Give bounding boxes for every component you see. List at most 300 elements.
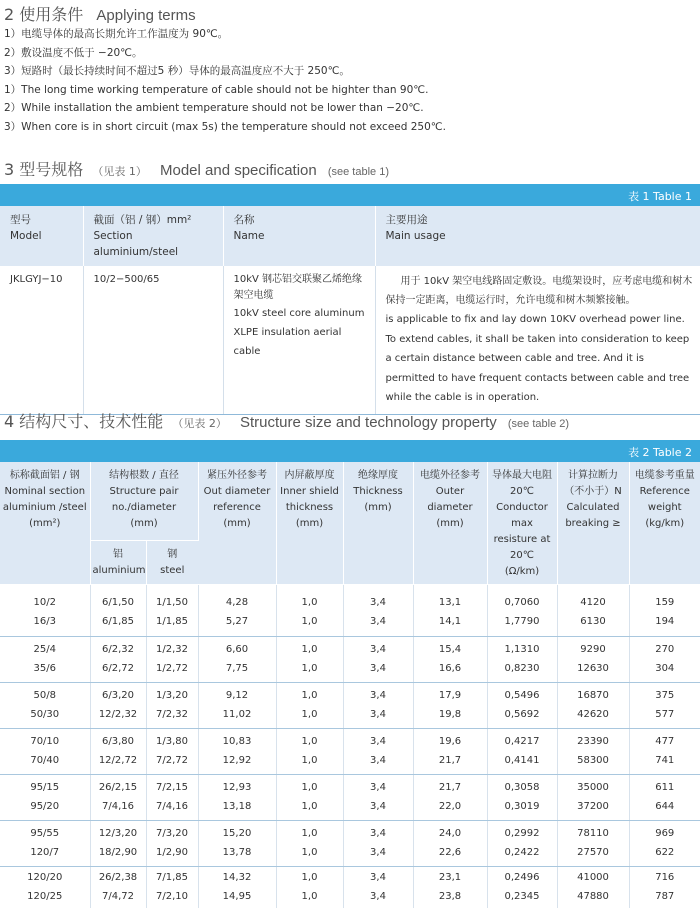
header-en: Thickness <box>353 486 403 497</box>
cell-value: 23,8 <box>438 891 462 903</box>
cell-value: 3,4 <box>370 801 386 812</box>
cell-value: 1/2,72 <box>156 663 188 674</box>
section-4-note-en: (see table 2) <box>507 418 570 430</box>
section-2-title <box>4 2 196 25</box>
section-4-title-cn: 结构尺寸、技术性能 <box>19 412 164 431</box>
cell-value: 270 <box>655 644 675 655</box>
cell-value: 3,4 <box>370 644 386 655</box>
cell-nominal-section <box>0 682 90 728</box>
cell-breaking-force <box>557 584 629 636</box>
cell-value: 120/25 <box>27 891 63 903</box>
cell-value: 6/2,72 <box>102 663 134 674</box>
cell-value: 3,4 <box>370 709 386 720</box>
table-row <box>0 820 700 866</box>
cell-value: 14,32 <box>222 872 252 884</box>
cell-weight <box>629 584 700 636</box>
header-cn: 导体最大电阻 20℃ <box>492 470 552 497</box>
cell-value: 1,0 <box>301 597 318 608</box>
cell-usage <box>375 266 700 414</box>
cell-nominal-section <box>0 584 90 636</box>
cell-value: 577 <box>655 709 675 720</box>
cell-value: 0,4141 <box>504 755 540 766</box>
table-2-label: 表 2 Table 2 <box>628 446 692 459</box>
cell-value: 58300 <box>577 755 609 766</box>
cell-value: 0,2345 <box>504 891 540 903</box>
cell-value: 4,28 <box>225 597 249 608</box>
cell-value: 0,5692 <box>504 709 540 720</box>
header-cn: 结构根数 / 直径 <box>109 470 179 481</box>
cell-value: 11,02 <box>222 709 252 720</box>
cell-cable-outer-diameter <box>413 584 487 636</box>
table-1-caption-band <box>0 184 700 206</box>
cell-value: 95/55 <box>30 828 60 839</box>
header-cn: 标称截面铝 / 钢 <box>9 470 80 481</box>
cell-nominal-section <box>0 866 90 908</box>
cell-value: 1/1,85 <box>156 616 188 627</box>
cell-value: 4120 <box>580 597 606 608</box>
cell-value: 1,0 <box>301 663 318 674</box>
section-3-note-en: (see table 1) <box>327 166 389 178</box>
table-1-label: 表 1 Table 1 <box>628 190 692 203</box>
cell-value: 7/4,16 <box>156 801 188 812</box>
cell-value: 194 <box>655 616 675 627</box>
cell-value: 42620 <box>577 709 609 720</box>
cell-value: 6,60 <box>225 644 249 655</box>
cell-breaking-force <box>557 820 629 866</box>
cell-section: 10/2−500/65 <box>83 266 223 414</box>
cell-value: 17,9 <box>438 690 462 701</box>
cell-weight <box>629 728 700 774</box>
cell-resistance <box>487 774 557 820</box>
cell-value: 6/1,85 <box>102 616 134 627</box>
cell-value: 12630 <box>577 663 609 674</box>
term-item: 2）敷设温度不低于 −20℃。 <box>4 46 143 59</box>
cell-value: 1,0 <box>301 755 318 766</box>
cell-value: 24,0 <box>438 828 462 839</box>
cell-value: 3,4 <box>370 597 386 608</box>
cell-value: 1/3,20 <box>156 690 188 701</box>
cell-value: 7/2,10 <box>156 891 188 903</box>
cell-outer-diameter-ref <box>198 682 276 728</box>
cell-value: 95/15 <box>30 782 60 793</box>
header-main-usage <box>375 206 700 266</box>
header-cn: 截面（铝 / 钢）mm² <box>93 214 192 226</box>
cell-value: 120/20 <box>27 872 63 884</box>
header-model <box>0 206 83 266</box>
header-breaking-force <box>557 462 629 584</box>
cell-value: 22,0 <box>438 801 462 812</box>
header-cn: 铝 <box>113 549 123 560</box>
cell-value: 304 <box>655 663 675 674</box>
cell-cable-outer-diameter <box>413 820 487 866</box>
cell-resistance <box>487 728 557 774</box>
section-4-title-en: Structure size and technology property <box>239 414 497 431</box>
header-cn: 钢 <box>167 549 178 560</box>
header-en: Model <box>10 230 42 242</box>
table-1-header-row <box>0 206 700 266</box>
cell-aluminium <box>90 682 146 728</box>
section-3-number: 3 <box>4 160 15 179</box>
section-4-title <box>4 409 569 432</box>
section-4-number: 4 <box>4 412 15 431</box>
cell-cable-outer-diameter <box>413 682 487 728</box>
cell-value: 16/3 <box>33 616 56 627</box>
cell-inner-shield <box>276 820 343 866</box>
cell-value: 70/10 <box>30 736 60 747</box>
header-unit: (mm) <box>436 518 464 529</box>
header-section <box>83 206 223 266</box>
cell-value: 0,4217 <box>504 736 540 747</box>
cell-value: 0,7060 <box>504 597 540 608</box>
table-row <box>0 584 700 636</box>
model-specification-table <box>0 206 700 415</box>
cell-value: 622 <box>655 847 675 858</box>
cell-value: 159 <box>655 597 675 608</box>
header-en: Reference weight <box>639 486 690 513</box>
cell-value: 13,78 <box>222 847 252 858</box>
cell-value: 1,0 <box>301 690 318 701</box>
cell-value: 7/2,15 <box>156 782 188 793</box>
cell-value: 25/4 <box>33 644 56 655</box>
cell-resistance <box>487 584 557 636</box>
cell-outer-diameter-ref <box>198 820 276 866</box>
cell-value: 12,93 <box>222 782 252 793</box>
cell-value: 12/2,32 <box>98 709 138 720</box>
cell-model: JKLGYJ−10 <box>0 266 83 414</box>
cell-inner-shield <box>276 728 343 774</box>
cell-insulation <box>343 682 413 728</box>
header-reference-weight <box>629 462 700 584</box>
cell-steel <box>146 584 198 636</box>
term-item: 3）短路时（最长持续时间不超过5 秒）导体的最高温度应不大于 250℃。 <box>4 65 350 77</box>
cell-value: 1,1310 <box>504 644 540 655</box>
cell-value: 1,0 <box>301 828 318 839</box>
cell-value: 50/8 <box>33 690 56 701</box>
structure-property-table <box>0 462 700 908</box>
cell-value: 6/3,20 <box>102 690 134 701</box>
cell-name <box>223 266 375 414</box>
cell-value: 1,0 <box>301 616 318 627</box>
cell-outer-diameter-ref <box>198 774 276 820</box>
cell-value: 1/2,32 <box>156 644 188 655</box>
cell-inner-shield <box>276 774 343 820</box>
cell-value: 120/7 <box>30 847 60 858</box>
cell-nominal-section <box>0 728 90 774</box>
header-cn: 绝缘厚度 <box>358 470 398 481</box>
cell-value: 10/2 <box>33 597 56 608</box>
header-unit: (mm) <box>223 518 251 529</box>
cell-value: 1,7790 <box>504 616 540 627</box>
cell-value: 35000 <box>577 782 609 793</box>
section-3-title-en: Model and specification <box>159 162 317 179</box>
cell-aluminium <box>90 866 146 908</box>
cell-value: 1/3,80 <box>156 736 188 747</box>
header-cn: 电缆参考重量 <box>634 470 695 481</box>
cell-value: 35/6 <box>33 663 56 674</box>
cell-value: 1,0 <box>301 847 318 858</box>
cell-steel <box>146 866 198 908</box>
cell-value: 21,7 <box>438 755 462 766</box>
cell-value: 741 <box>655 755 675 766</box>
table-2-body <box>0 584 700 908</box>
cell-value: 22,6 <box>438 847 462 858</box>
cell-value: 1/1,50 <box>156 597 188 608</box>
cell-value: 14,95 <box>222 891 252 903</box>
cell-value: 6/1,50 <box>102 597 134 608</box>
cell-value: 7,75 <box>225 663 249 674</box>
section-2-number: 2 <box>4 5 15 24</box>
table-row <box>0 682 700 728</box>
cell-value: 3,4 <box>370 782 386 793</box>
cell-breaking-force <box>557 866 629 908</box>
table-2-header-row <box>0 462 700 540</box>
header-cn: 紧压外径参考 <box>207 470 267 481</box>
header-unit: (mm) <box>364 502 392 513</box>
cell-inner-shield <box>276 682 343 728</box>
table-row <box>0 728 700 774</box>
cell-value: 3,4 <box>370 872 386 884</box>
name-en: 10kV steel core aluminum XLPE insulation aerial cable <box>233 308 365 357</box>
cell-value: 0,2496 <box>504 872 540 884</box>
cell-value: 6/2,32 <box>102 644 134 655</box>
cell-value: 0,5496 <box>504 690 540 701</box>
cell-outer-diameter-ref <box>198 728 276 774</box>
cell-value: 3,4 <box>370 828 386 839</box>
cell-value: 1,0 <box>301 891 318 903</box>
cell-value: 7/3,20 <box>156 828 188 839</box>
cell-value: 7/2,72 <box>156 755 188 766</box>
term-item: 1）电缆导体的最高长期允许工作温度为 90℃。 <box>4 28 229 40</box>
section-3-note-cn: （见表 1） <box>92 165 147 178</box>
cell-aluminium <box>90 584 146 636</box>
cell-value: 7/1,85 <box>156 872 188 884</box>
cell-steel <box>146 820 198 866</box>
cell-value: 78110 <box>577 828 609 839</box>
cell-steel <box>146 636 198 682</box>
header-cn: 内屏蔽厚度 <box>284 470 335 481</box>
cell-value: 16870 <box>577 690 609 701</box>
cell-value: 95/20 <box>30 801 60 812</box>
cell-steel <box>146 774 198 820</box>
cell-value: 15,20 <box>222 828 252 839</box>
cell-value: 16,6 <box>438 663 462 674</box>
cell-value: 0,2992 <box>504 828 540 839</box>
term-item: 1）The long time working temperature of cable should not be highter than 90℃. <box>4 83 429 96</box>
term-item: 2）While installation the ambient temperature should not be lower than −20℃. <box>4 102 424 114</box>
header-cn: 型号 <box>10 214 31 226</box>
cell-cable-outer-diameter <box>413 728 487 774</box>
cell-value: 0,3058 <box>504 782 540 793</box>
cell-value: 3,4 <box>370 663 386 674</box>
header-outer-diameter-ref <box>198 462 276 584</box>
cell-value: 1,0 <box>301 644 318 655</box>
usage-en: is applicable to fix and lay down 10KV overhead power line. To extend cables, it shall be taken into consideration to keep a certain distance between cable and tree. And it is permitted to have frequent contacts between cable and tree while the cable is in operation. <box>385 314 690 403</box>
header-en: Main usage <box>385 230 446 242</box>
cell-resistance <box>487 820 557 866</box>
cell-value: 969 <box>655 828 675 839</box>
cell-nominal-section <box>0 774 90 820</box>
cell-resistance <box>487 866 557 908</box>
cell-value: 3,4 <box>370 891 386 903</box>
cell-value: 611 <box>655 782 675 793</box>
cell-value: 9,12 <box>225 690 249 701</box>
cell-value: 1,0 <box>301 736 318 747</box>
cell-value: 1,0 <box>301 782 318 793</box>
header-cable-outer-diameter <box>413 462 487 584</box>
cell-value: 12/2,72 <box>98 755 138 766</box>
header-structure <box>90 462 198 540</box>
table-row <box>0 866 700 908</box>
cell-cable-outer-diameter <box>413 636 487 682</box>
cell-insulation <box>343 866 413 908</box>
cell-inner-shield <box>276 636 343 682</box>
cell-weight <box>629 866 700 908</box>
header-unit: (kg/km) <box>645 518 685 529</box>
cell-value: 13,1 <box>438 597 462 608</box>
header-nominal-section <box>0 462 90 584</box>
applying-terms-list <box>4 25 694 136</box>
cell-value: 19,8 <box>438 709 462 720</box>
header-cn: 计算拉断力 （不小于）N <box>564 470 622 497</box>
cell-value: 3,4 <box>370 755 386 766</box>
header-steel <box>146 540 198 584</box>
cell-breaking-force <box>557 728 629 774</box>
header-en: Name <box>233 230 265 242</box>
cell-breaking-force <box>557 774 629 820</box>
cell-cable-outer-diameter <box>413 774 487 820</box>
header-en: steel <box>160 565 185 576</box>
cell-value: 375 <box>655 690 675 701</box>
table-2-caption-band <box>0 440 700 462</box>
cell-weight <box>629 682 700 728</box>
cell-value: 23,1 <box>438 872 462 884</box>
cell-value: 716 <box>655 872 675 884</box>
cell-value: 6/3,80 <box>102 736 134 747</box>
cell-cable-outer-diameter <box>413 866 487 908</box>
cell-value: 18/2,90 <box>98 847 138 858</box>
section-4-note-cn: （见表 2） <box>172 417 227 430</box>
cell-value: 12,92 <box>222 755 252 766</box>
cell-value: 9290 <box>580 644 606 655</box>
header-en: Inner shield thickness <box>280 486 339 513</box>
cell-value: 6130 <box>580 616 606 627</box>
term-item: 3）When core is in short circuit (max 5s) the temperature should not exceed 250℃. <box>4 120 446 133</box>
cell-value: 47880 <box>577 891 609 903</box>
cell-outer-diameter-ref <box>198 584 276 636</box>
header-unit: (mm²) <box>29 518 61 529</box>
cell-steel <box>146 682 198 728</box>
cell-insulation <box>343 584 413 636</box>
cell-value: 7/4,16 <box>102 801 134 812</box>
section-2-title-en: Applying terms <box>96 7 196 24</box>
cell-value: 1,0 <box>301 801 318 812</box>
cell-value: 3,4 <box>370 690 386 701</box>
cell-outer-diameter-ref <box>198 866 276 908</box>
section-3-title-cn: 型号规格 <box>19 160 84 179</box>
cell-insulation <box>343 728 413 774</box>
cell-value: 14,1 <box>438 616 462 627</box>
cell-insulation <box>343 820 413 866</box>
header-name <box>223 206 375 266</box>
cell-value: 7/2,32 <box>156 709 188 720</box>
header-en: Out diameter reference <box>203 486 271 513</box>
cell-value: 37200 <box>577 801 609 812</box>
cell-value: 0,2422 <box>504 847 540 858</box>
header-en: Structure pair no./diameter <box>109 486 179 513</box>
cell-inner-shield <box>276 584 343 636</box>
cell-value: 19,6 <box>438 736 462 747</box>
cell-inner-shield <box>276 866 343 908</box>
cell-value: 27570 <box>577 847 609 858</box>
header-cn: 名称 <box>233 214 255 226</box>
cell-value: 0,3019 <box>504 801 540 812</box>
cell-value: 3,4 <box>370 616 386 627</box>
header-en: Conductor max resisture at 20℃ <box>493 502 551 561</box>
cell-value: 41000 <box>577 872 609 884</box>
cell-value: 644 <box>655 801 675 812</box>
header-conductor-resistance <box>487 462 557 584</box>
cell-weight <box>629 774 700 820</box>
cell-value: 0,8230 <box>504 663 540 674</box>
cell-value: 23390 <box>577 736 609 747</box>
cell-weight <box>629 636 700 682</box>
cell-value: 7/4,72 <box>102 891 134 903</box>
section-2-title-cn: 使用条件 <box>19 5 84 24</box>
header-insulation-thickness <box>343 462 413 584</box>
cell-value: 3,4 <box>370 736 386 747</box>
cell-value: 12/3,20 <box>98 828 138 839</box>
name-cn: 10kV 钢芯铝交联聚乙烯绝缘架空电缆 <box>233 274 363 301</box>
header-en: Outer diameter <box>427 486 473 513</box>
header-en: Section aluminium/steel <box>93 230 179 258</box>
cell-aluminium <box>90 774 146 820</box>
table-row <box>0 636 700 682</box>
header-unit: (Ω/km) <box>504 566 540 577</box>
header-inner-shield <box>276 462 343 584</box>
cell-value: 15,4 <box>438 644 462 655</box>
cell-value: 26/2,38 <box>98 872 138 884</box>
header-unit: (mm) <box>130 518 158 529</box>
cell-steel <box>146 728 198 774</box>
cell-resistance <box>487 636 557 682</box>
cell-value: 5,27 <box>225 616 249 627</box>
cell-breaking-force <box>557 682 629 728</box>
header-aluminium <box>90 540 146 584</box>
cell-insulation <box>343 636 413 682</box>
section-3-title <box>4 157 389 180</box>
cell-outer-diameter-ref <box>198 636 276 682</box>
cell-value: 70/40 <box>30 755 60 766</box>
cell-value: 3,4 <box>370 847 386 858</box>
cell-value: 1,0 <box>301 709 318 720</box>
cell-insulation <box>343 774 413 820</box>
cell-resistance <box>487 682 557 728</box>
cell-value: 21,7 <box>438 782 462 793</box>
header-en: aluminium <box>92 565 146 576</box>
table-row <box>0 774 700 820</box>
header-cn: 主要用途 <box>385 214 428 226</box>
cell-aluminium <box>90 820 146 866</box>
table-row <box>0 266 700 414</box>
header-cn: 电缆外径参考 <box>420 470 480 481</box>
cell-value: 50/30 <box>30 709 60 720</box>
cell-nominal-section <box>0 636 90 682</box>
cell-breaking-force <box>557 636 629 682</box>
cell-aluminium <box>90 636 146 682</box>
cell-value: 26/2,15 <box>98 782 138 793</box>
usage-cn: 用于 10kV 架空电线路固定敷设。电缆架设时，应考虑电缆和树木保持一定距离，电缆运行时，允许电缆和树木频繁接触。 <box>385 276 693 306</box>
cell-nominal-section <box>0 820 90 866</box>
